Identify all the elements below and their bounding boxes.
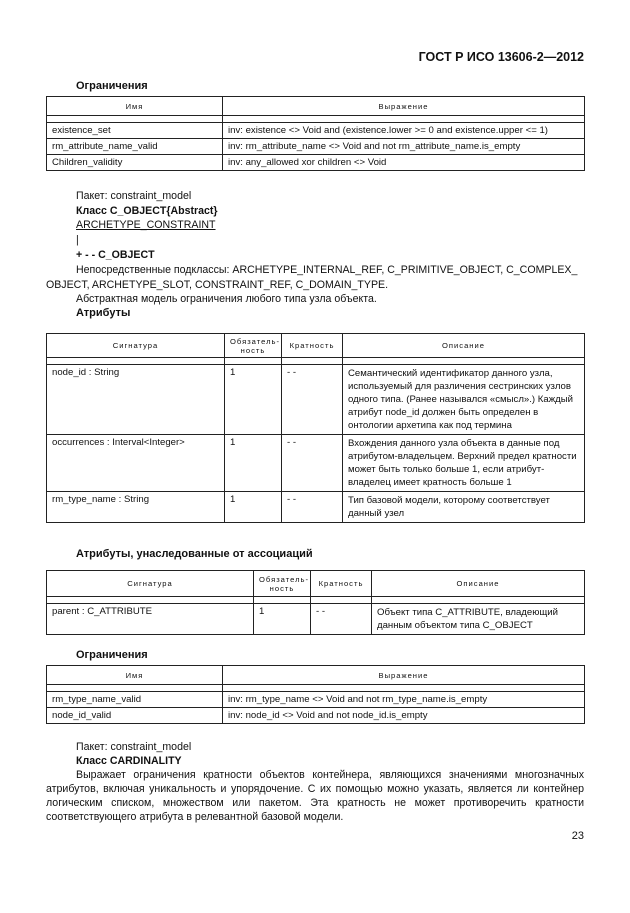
attr-signature: rm_type_name : String <box>47 492 225 523</box>
table-row <box>47 155 585 171</box>
table-row <box>47 435 585 492</box>
col-description-header: Описание <box>343 334 585 358</box>
col-required-header: Обязатель-ность <box>225 334 282 358</box>
attr-required: 1 <box>225 365 282 435</box>
subclasses-line-2: OBJECT, ARCHETYPE_SLOT, CONSTRAINT_REF, C_DOMAIN_TYPE. <box>46 279 389 291</box>
constraint-name: rm_attribute_name_valid <box>47 139 223 155</box>
constraint-name: rm_type_name_valid <box>47 692 223 708</box>
attr-required: 1 <box>225 492 282 523</box>
inherited-heading: Атрибуты, унаследованные от ассоциаций <box>76 548 313 560</box>
attr-multiplicity: - - <box>311 604 372 635</box>
package-label: Пакет: constraint_model <box>76 741 192 753</box>
class-title: Класс CARDINALITY <box>76 755 182 767</box>
attr-description: Вхождения данного узла объекта в данные под атрибутом-владельцем. Верхний предел кратности может быть только больше 1, если атрибут-владелец имеет кратность больше 1 <box>343 435 585 492</box>
col-signature-header: Сигнатура <box>47 571 254 597</box>
col-expression-header: Выражение <box>223 666 585 685</box>
page-number: 23 <box>571 830 584 842</box>
constraints-heading: Ограничения <box>76 80 148 92</box>
attributes-heading: Атрибуты <box>76 307 131 319</box>
constraint-name: node_id_valid <box>47 708 223 724</box>
constraint-expression: inv: rm_attribute_name <> Void and not rm_attribute_name.is_empty <box>223 139 585 155</box>
table-row <box>47 492 585 523</box>
table-row <box>47 123 585 139</box>
col-multiplicity-header: Кратность <box>311 571 372 597</box>
package-label: Пакет: constraint_model <box>76 190 192 202</box>
attr-multiplicity: - - <box>282 435 343 492</box>
constraints-table <box>46 96 585 171</box>
subclasses-line-1: Непосредственные подклассы: ARCHETYPE_INTERNAL_REF, C_PRIMITIVE_OBJECT, C_COMPLEX_ <box>76 264 578 276</box>
attr-multiplicity: - - <box>282 492 343 523</box>
constraint-expression: inv: rm_type_name <> Void and not rm_type_name.is_empty <box>223 692 585 708</box>
table-row <box>47 692 585 708</box>
class-title: Класс C_OBJECT{Abstract} <box>76 205 218 217</box>
constraints-table <box>46 665 585 724</box>
inherited-attributes-table <box>46 570 585 635</box>
parent-class: ARCHETYPE_CONSTRAINT <box>76 219 216 231</box>
col-expression-header: Выражение <box>223 97 585 116</box>
col-required-header: Обязатель-ность <box>254 571 311 597</box>
attr-signature: parent : C_ATTRIBUTE <box>47 604 254 635</box>
attr-description: Объект типа C_ATTRIBUTE, владеющий данным объектом типа C_OBJECT <box>372 604 585 635</box>
class-description: Выражает ограничения кратности объектов контейнера, являющихся значениями многозначных атрибутов, включая уникальность и упорядочение. С их помощью можно указать, является ли контейнер логическим списком, множеством или пакетом. Эта кратность не может противоречить кратности соответствующего атрибута в релевантной базовой модели. <box>46 769 584 823</box>
attr-signature: occurrences : Interval<Integer> <box>47 435 225 492</box>
constraint-expression: inv: node_id <> Void and not node_id.is_empty <box>223 708 585 724</box>
attr-multiplicity: - - <box>282 365 343 435</box>
col-signature-header: Сигнатура <box>47 334 225 358</box>
table-row <box>47 365 585 435</box>
attr-description: Тип базовой модели, которому соответствует данный узел <box>343 492 585 523</box>
class-description: Абстрактная модель ограничения любого типа узла объекта. <box>76 293 377 305</box>
attr-required: 1 <box>254 604 311 635</box>
table-row <box>47 139 585 155</box>
attr-description: Семантический идентификатор данного узла, используемый для различения сестринских узлов одного типа. (Ранее назывался «смысл».) Каждый атрибут node_id должен быть определен в онтологии архетипа как под термина <box>343 365 585 435</box>
attr-signature: node_id : String <box>47 365 225 435</box>
inheritance-arrow: + - - C_OBJECT <box>76 249 155 261</box>
document-header: ГОСТ Р ИСО 13606-2—2012 <box>418 50 584 64</box>
col-name-header: Имя <box>47 666 223 685</box>
attr-required: 1 <box>225 435 282 492</box>
inheritance-pipe: | <box>76 234 79 246</box>
table-row <box>47 604 585 635</box>
col-name-header: Имя <box>47 97 223 116</box>
table-row <box>47 708 585 724</box>
attributes-table <box>46 333 585 523</box>
col-multiplicity-header: Кратность <box>282 334 343 358</box>
col-description-header: Описание <box>372 571 585 597</box>
constraint-expression: inv: any_allowed xor children <> Void <box>223 155 585 171</box>
constraint-name: Children_validity <box>47 155 223 171</box>
constraint-name: existence_set <box>47 123 223 139</box>
constraint-expression: inv: existence <> Void and (existence.lower >= 0 and existence.upper <= 1) <box>223 123 585 139</box>
constraints-heading: Ограничения <box>76 649 148 661</box>
